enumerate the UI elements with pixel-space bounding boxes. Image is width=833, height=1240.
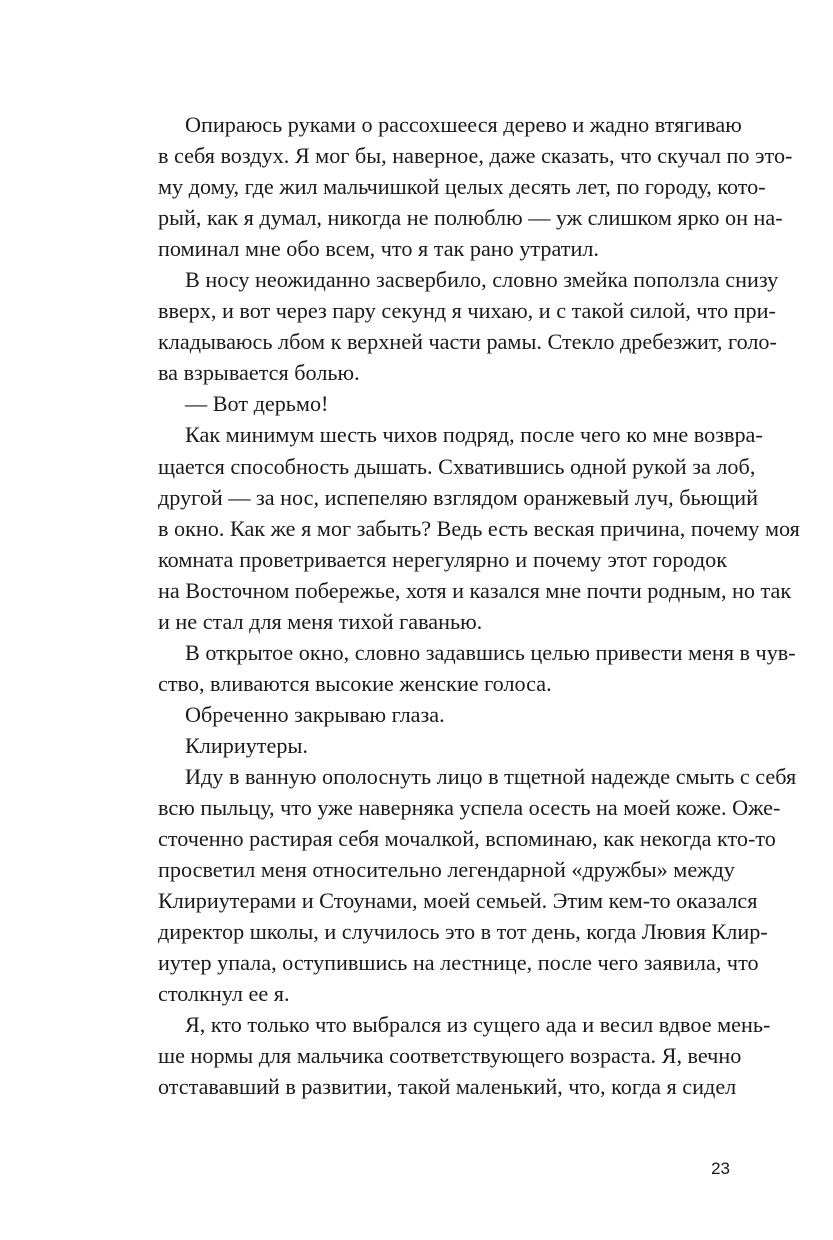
text-line: в себя воздух. Я мог бы, наверное, даже сказать, что скучал по это-: [158, 143, 793, 169]
text-line: Иду в ванную ополоснуть лицо в тщетной надежде смыть с себя: [185, 763, 797, 789]
paragraph: [131, 730, 727, 761]
text-line: В носу неожиданно засвербило, словно змейка поползла снизу: [185, 267, 779, 293]
text-line: директор школы, и случилось это в тот день, когда Лювия Клир-: [158, 919, 768, 945]
paragraph-dialogue: [131, 388, 727, 419]
text-line: сточенно растирая себя мочалкой, вспоминаю, как некогда кто-то: [158, 826, 776, 852]
text-line: и не стал для меня тихой гаванью.: [158, 608, 483, 634]
text-line: ва взрывается болью.: [158, 360, 360, 386]
text-line: Обреченно закрываю глаза.: [185, 701, 445, 727]
text-line: ство, вливаются высокие женские голоса.: [158, 670, 552, 696]
body-text: [131, 109, 800, 1103]
text-line: иутер упала, оступившись на лестнице, после чего заявила, что: [158, 950, 759, 976]
text-line: щается способность дышать. Схватившись одной рукой за лоб,: [158, 453, 756, 479]
text-line: кладываюсь лбом к верхней части рамы. Стекло дребезжит, голо-: [158, 329, 777, 355]
text-line: в окно. Как же я мог забыть? Ведь есть веская причина, почему моя: [158, 515, 800, 541]
text-line: поминал мне обо всем, что я так рано утратил.: [158, 236, 599, 262]
text-line: отстававший в развитии, такой маленький, что, когда я сидел: [158, 1074, 737, 1100]
text-line: В открытое окно, словно задавшись целью привести меня в чув-: [185, 639, 796, 665]
text-line: ше нормы для мальчика соответствующего возраста. Я, вечно: [158, 1043, 742, 1069]
text-line: Опираюсь руками о рассохшееся дерево и жадно втягиваю: [185, 112, 742, 137]
paragraph: [131, 699, 727, 730]
text-line: столкнул ее я.: [158, 981, 290, 1007]
text-line: Клириутерами и Стоунами, моей семьей. Этим кем-то оказался: [158, 888, 758, 914]
text-line: — Вот дерьмо!: [185, 391, 329, 417]
text-line: Я, кто только что выбрался из сущего ада и весил вдвое мень-: [185, 1012, 771, 1038]
text-line: на Восточном побережье, хотя и казался мне почти родным, но так: [158, 577, 792, 603]
paragraph: [131, 1009, 771, 1102]
paragraph: [131, 761, 797, 1009]
text-line: вверх, и вот через пару секунд я чихаю, и с такой силой, что при-: [158, 298, 776, 324]
text-line: му дому, где жил мальчишкой целых десять лет, по городу, кото-: [158, 174, 766, 200]
paragraph: [131, 419, 800, 636]
text-line: Клириутеры.: [185, 732, 308, 758]
page-number: 23: [711, 1159, 730, 1178]
text-line: Как минимум шесть чихов подряд, после чего ко мне возвра-: [185, 422, 763, 448]
paragraph: [131, 264, 779, 388]
text-line: всю пыльцу, что уже наверняка успела осесть на моей коже. Оже-: [158, 795, 781, 821]
paragraph: [131, 637, 796, 699]
paragraph: [131, 109, 793, 264]
text-line: комната проветривается нерегулярно и почему этот городок: [158, 546, 727, 572]
text-line: рый, как я думал, никогда не полюблю — уж слишком ярко он на-: [158, 205, 783, 231]
text-line: просветил меня относительно легендарной «дружбы» между: [158, 857, 735, 883]
text-line: другой — за нос, испепеляю взглядом оранжевый луч, бьющий: [158, 484, 759, 510]
